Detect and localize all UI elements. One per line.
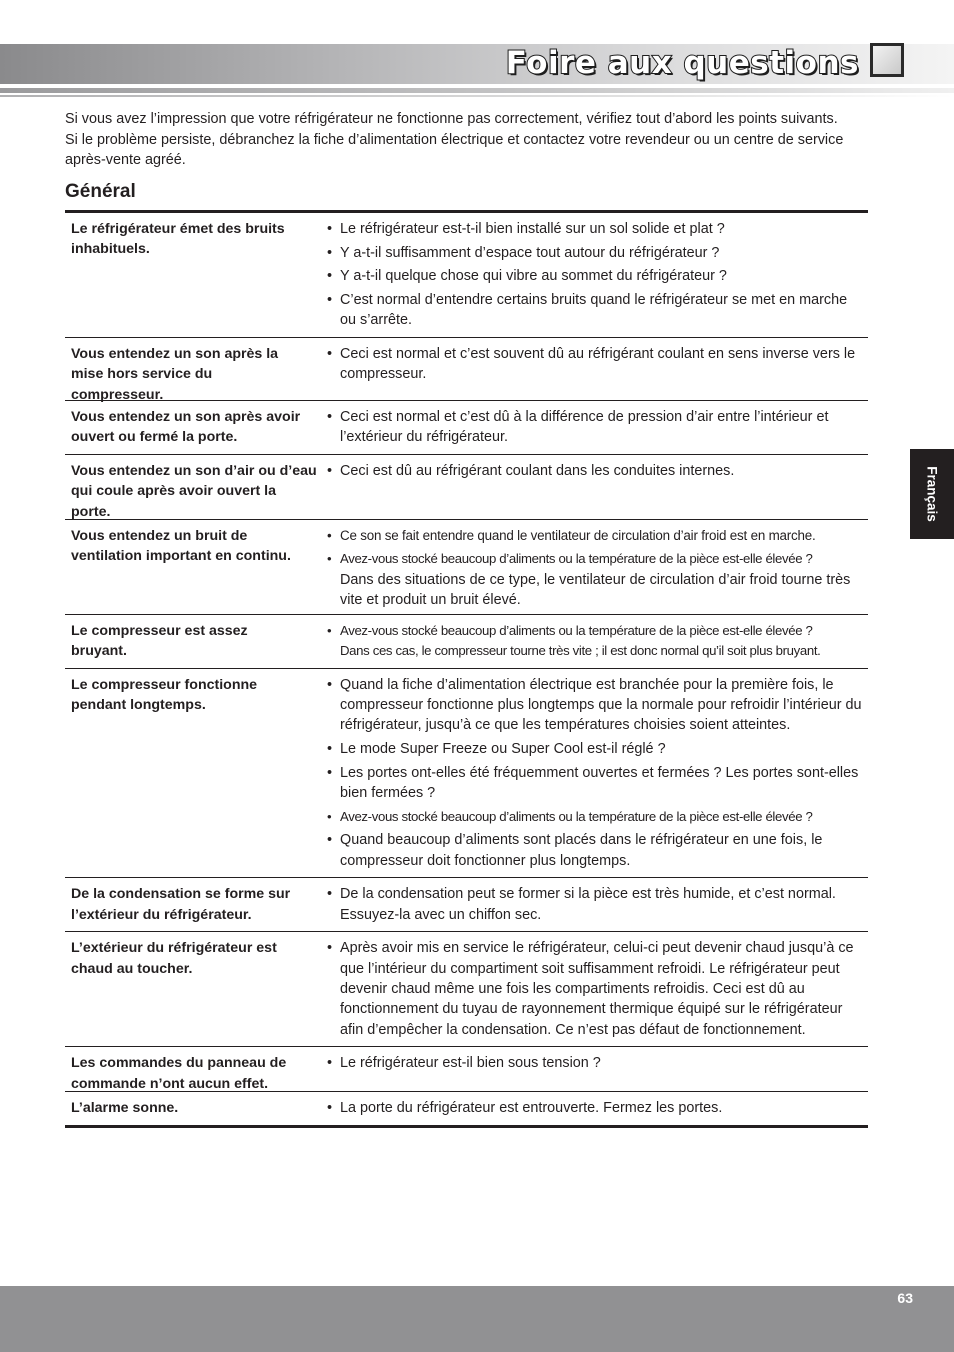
faq-answer-item: • Le réfrigérateur est-t-il bien installé sur un sol solide et plat ?	[327, 219, 864, 239]
faq-answer-item: • Avez-vous stocké beaucoup d’aliments ou la température de la pièce est-elle élevée ?	[327, 807, 864, 827]
faq-row-content	[65, 1092, 868, 1125]
faq-question: Le compresseur est assez bruyant.	[71, 622, 248, 659]
faq-question: L’alarme sonne.	[71, 1100, 179, 1117]
faq-row	[65, 400, 868, 454]
faq-answer-item	[327, 549, 864, 610]
header-divider-thin	[0, 95, 954, 97]
faq-answer-text: Avez-vous stocké beaucoup d’aliments ou la température de la pièce est-elle élevée ?	[340, 622, 813, 638]
language-tab	[910, 449, 954, 539]
faq-row-content	[65, 338, 868, 403]
faq-answer-item: • Quand la fiche d’alimentation électrique est branchée pour la première fois, le compresseur fonctionne plus longtemps que la normale pour refroidir l’intérieur du réfrigérateur, jusqu’à ce que les températures choisies soient atteintes.	[327, 675, 864, 736]
faq-row-content	[65, 878, 868, 931]
faq-question: Vous entendez un son d’air ou d’eau qui coule après avoir ouvert la porte.	[71, 462, 317, 520]
intro-paragraph-2: Si le problème persiste, débranchez la fiche d’alimentation électrique et contactez votre revendeur ou un centre de service après-vente agréé.	[65, 131, 844, 168]
faq-row	[65, 932, 868, 1047]
faq-row-content	[65, 615, 868, 668]
faq-answer-item: • Le mode Super Freeze ou Super Cool est-il réglé ?	[327, 739, 864, 759]
faq-row-content	[65, 1047, 868, 1091]
faq-question: De la condensation se forme sur l’extérieur du réfrigérateur.	[71, 886, 291, 923]
faq-row	[65, 519, 868, 614]
faq-question: Le réfrigérateur émet des bruits inhabituels.	[71, 221, 285, 258]
faq-question: Vous entendez un son après la mise hors service du compresseur.	[71, 345, 279, 403]
faq-row	[65, 454, 868, 519]
faq-row	[65, 878, 868, 932]
faq-answer-item: • Le réfrigérateur est-il bien sous tension ?	[327, 1053, 864, 1073]
section-title: Général	[65, 181, 136, 202]
faq-answer-item: • Y a-t-il quelque chose qui vibre au sommet du réfrigérateur ?	[327, 266, 864, 286]
faq-answer-item: • Ceci est normal et c’est dû à la différence de pression d’air entre l’intérieur et l’extérieur du réfrigérateur.	[327, 407, 864, 448]
faq-row-content	[65, 932, 868, 1046]
faq-row-content	[65, 669, 868, 878]
faq-question: Vous entendez un bruit de ventilation important en continu.	[71, 527, 291, 565]
faq-question: L’extérieur du réfrigérateur est chaud au toucher.	[71, 940, 277, 977]
faq-answer-item: • La porte du réfrigérateur est entrouverte. Fermez les portes.	[327, 1098, 864, 1118]
title-square-icon	[870, 43, 904, 77]
faq-row	[65, 337, 868, 400]
faq-table	[65, 210, 868, 1128]
faq-question: Les commandes du panneau de commande n’ont aucun effet.	[71, 1055, 287, 1092]
header-divider	[0, 88, 954, 93]
faq-answer-item: • Quand beaucoup d’aliments sont placés dans le réfrigérateur en une fois, le compresseur doit fonctionner plus longtemps.	[327, 830, 864, 871]
faq-row-content	[65, 520, 868, 614]
footer-band	[0, 1286, 954, 1352]
faq-row	[65, 212, 868, 338]
faq-answer-text: Avez-vous stocké beaucoup d’aliments ou la température de la pièce est-elle élevée ?	[340, 551, 813, 567]
faq-answer-item: • Ceci est dû au réfrigérant coulant dans les conduites internes.	[327, 461, 864, 481]
faq-answer-item: • Les portes ont-elles été fréquemment ouvertes et fermées ? Les portes sont-elles bien fermées ?	[327, 763, 864, 804]
faq-question: Vous entendez un son après avoir ouvert ou fermé la porte.	[71, 408, 301, 446]
intro-paragraph-1: Si vous avez l’impression que votre réfrigérateur ne fonctionne pas correctement, vérifiez tout d’abord les points suivants.	[65, 111, 838, 127]
faq-row	[65, 1092, 868, 1127]
faq-row	[65, 614, 868, 668]
faq-row	[65, 1047, 868, 1092]
faq-row-content	[65, 213, 868, 337]
language-tab-label: Français	[924, 466, 940, 522]
faq-answer-item: • Y a-t-il suffisamment d’espace tout autour du réfrigérateur ?	[327, 243, 864, 263]
faq-answer-item: • Ceci est normal et c’est souvent dû au réfrigérant coulant en sens inverse vers le compresseur.	[327, 344, 864, 385]
faq-row	[65, 668, 868, 878]
intro-text	[65, 109, 875, 171]
page-title: Foire aux questions	[505, 45, 859, 81]
faq-answer-item: • C’est normal d’entendre certains bruits quand le réfrigérateur se met en marche ou s’arrête.	[327, 290, 864, 331]
faq-answer-continuation: Dans ces cas, le compresseur tourne très vite ; il est donc normal qu’il soit plus bruyant.	[340, 643, 821, 658]
faq-question: Le compresseur fonctionne pendant longtemps.	[71, 676, 258, 713]
faq-answer-item: • De la condensation peut se former si la pièce est très humide, et c’est normal. Essuyez-la avec un chiffon sec.	[327, 884, 864, 925]
page-number: 63	[897, 1290, 913, 1306]
faq-row-content	[65, 401, 868, 454]
faq-answer-continuation: Dans des situations de ce type, le ventilateur de circulation d’air froid tourne très vite et produit un bruit élevé.	[340, 571, 851, 609]
faq-row-content	[65, 455, 868, 519]
faq-answer-item: • Après avoir mis en service le réfrigérateur, celui-ci peut devenir chaud jusqu’à ce que l’intérieur du compartiment soit suffisamment refroidi. Le réfrigérateur peut devenir chaud même une fois les compartiments refroidis. Ceci est dû au fonctionnement du tuyau de rayonnement thermique équipé sur le réfrigérateur afin d’empêcher la condensation. Ce n’est pas défaut de fonctionnement.	[327, 938, 864, 1040]
faq-answer-item	[327, 621, 864, 662]
faq-answer-item: • Ce son se fait entendre quand le ventilateur de circulation d’air froid est en marche.	[327, 526, 864, 546]
